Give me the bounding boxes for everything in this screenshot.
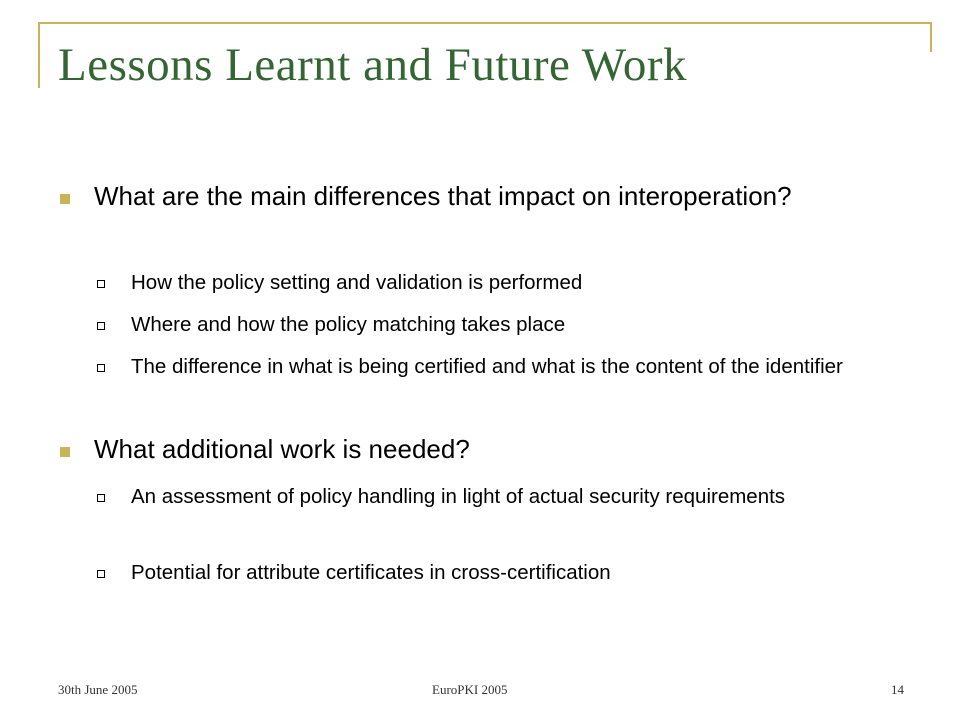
- sub-bullet-text: Where and how the policy matching takes place: [131, 313, 566, 336]
- sub-bullet-text: How the policy setting and validation is performed: [131, 271, 583, 294]
- hollow-square-bullet-icon: [97, 570, 105, 578]
- sub-bullet-text: Potential for attribute certificates in cross-certification: [131, 561, 611, 584]
- footer-date: 30th June 2005: [58, 682, 138, 697]
- bullet-text: What are the main differences that impact on interoperation?: [94, 181, 792, 211]
- hollow-square-bullet-icon: [97, 494, 105, 502]
- hollow-square-bullet-icon: [97, 322, 105, 330]
- bullet-text: What additional work is needed?: [94, 434, 470, 464]
- sub-bullet-text: The difference in what is being certified and what is the content of the identifier: [131, 355, 843, 378]
- footer-page-number: 14: [891, 682, 904, 697]
- square-bullet-icon: [60, 447, 70, 457]
- hollow-square-bullet-icon: [97, 364, 105, 372]
- footer-event: EuroPKI 2005: [432, 682, 508, 697]
- slide-title: Lessons Learnt and Future Work: [58, 39, 688, 91]
- sub-bullet-text: An assessment of policy handling in light of actual security requirements: [131, 485, 786, 508]
- square-bullet-icon: [60, 194, 70, 204]
- hollow-square-bullet-icon: [97, 280, 105, 288]
